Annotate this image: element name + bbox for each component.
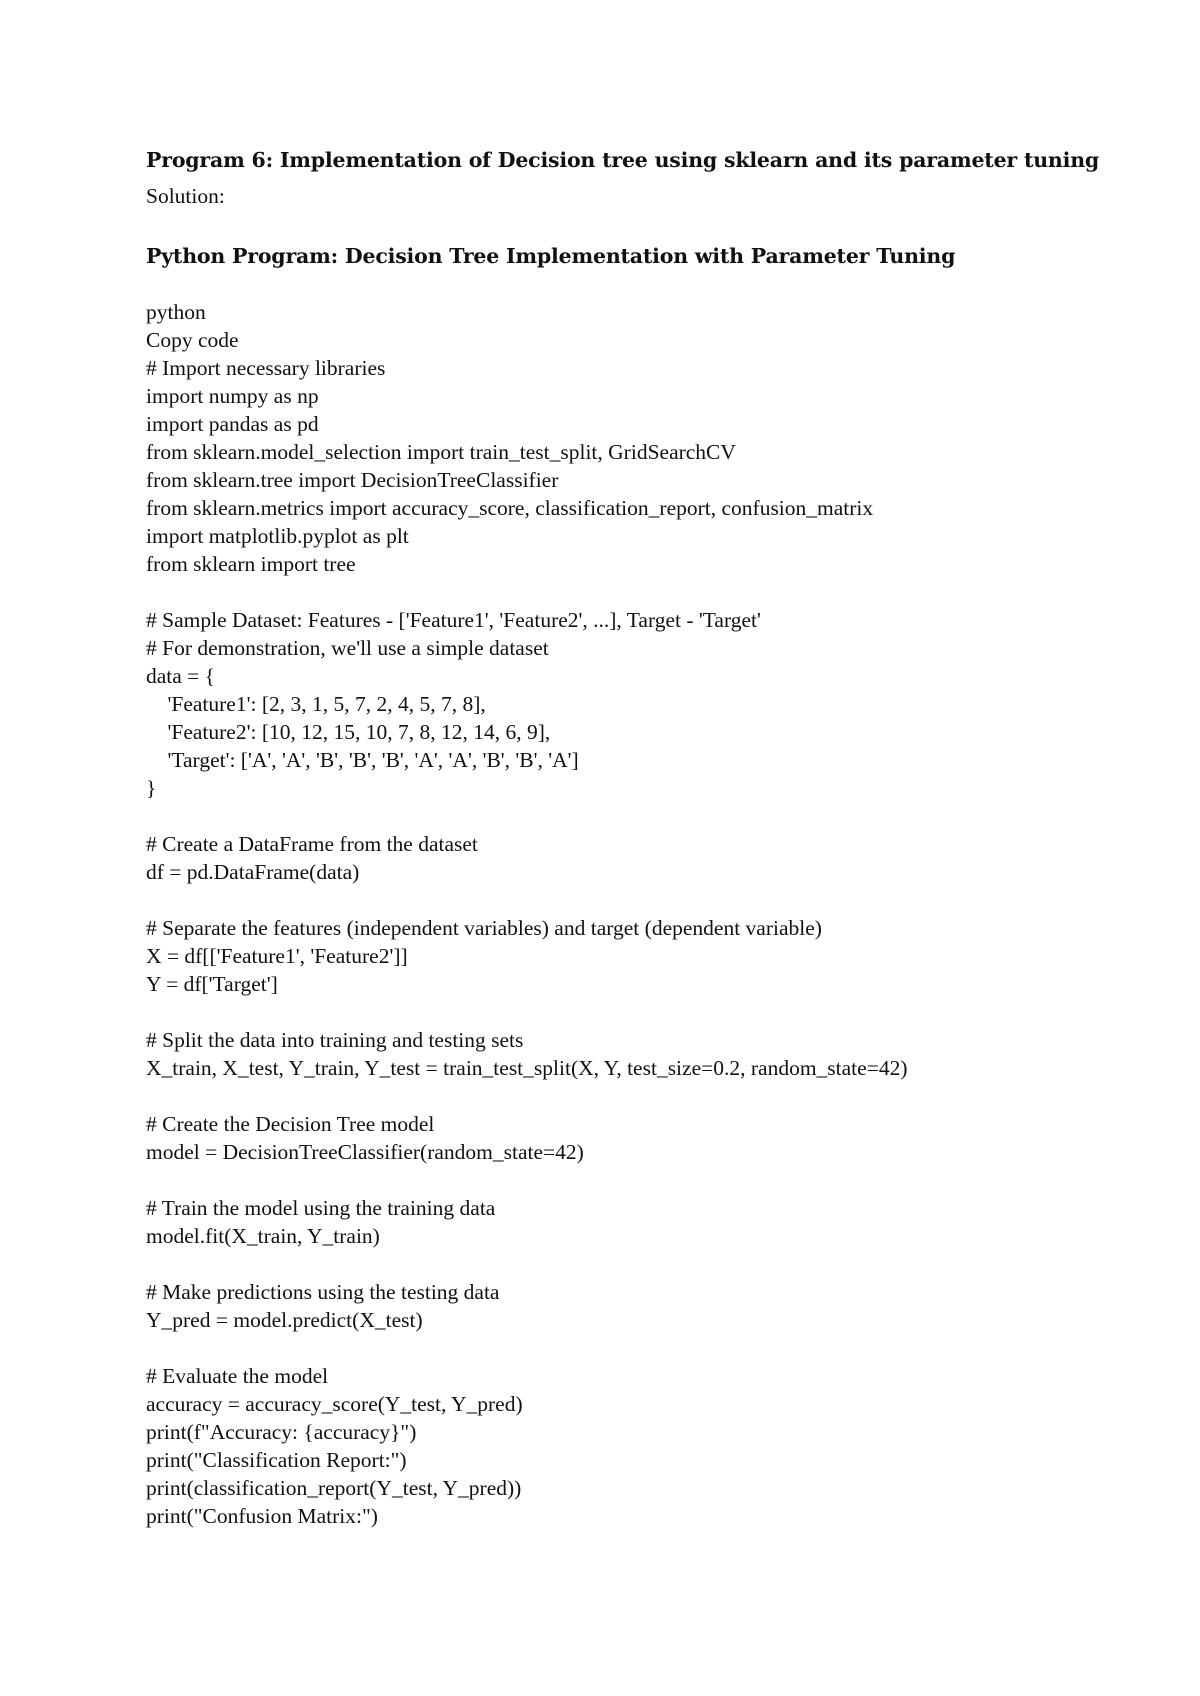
document-page: [146, 148, 1146, 1530]
code-line: # Import necessary libraries: [146, 356, 386, 380]
code-line: X = df[['Feature1', 'Feature2']]: [146, 944, 408, 968]
code-line: df = pd.DataFrame(data): [146, 860, 360, 884]
code-line: # Create the Decision Tree model: [146, 1112, 435, 1136]
code-line: # Create a DataFrame from the dataset: [146, 832, 478, 856]
code-line: from sklearn.tree import DecisionTreeClassifier: [146, 468, 559, 492]
code-line: print(f"Accuracy: {accuracy}"): [146, 1420, 417, 1444]
code-line: Copy code: [146, 328, 239, 352]
code-line: data = {: [146, 664, 216, 688]
code-line: Y_pred = model.predict(X_test): [146, 1308, 423, 1332]
code-line: accuracy = accuracy_score(Y_test, Y_pred): [146, 1392, 523, 1416]
code-line: from sklearn.metrics import accuracy_score, classification_report, confusion_matrix: [146, 496, 874, 520]
code-line: # Separate the features (independent variables) and target (dependent variable): [146, 916, 822, 940]
code-line: [146, 802, 1146, 830]
code-line: 'Feature1': [2, 3, 1, 5, 7, 2, 4, 5, 7, 8],: [146, 692, 486, 716]
code-line: [146, 578, 1146, 606]
code-line: print("Confusion Matrix:"): [146, 1504, 378, 1528]
code-line: model.fit(X_train, Y_train): [146, 1224, 380, 1248]
code-line: [146, 1334, 1146, 1362]
section-subheading: Python Program: Decision Tree Implementation with Parameter Tuning: [146, 244, 956, 268]
code-line: import pandas as pd: [146, 412, 319, 436]
code-block: [146, 298, 1146, 1530]
code-line: [146, 1082, 1146, 1110]
document-title: Program 6: Implementation of Decision tree using sklearn and its parameter tuning: [146, 148, 1100, 172]
code-line: from sklearn import tree: [146, 552, 356, 576]
code-line: # Train the model using the training data: [146, 1196, 496, 1220]
code-line: }: [146, 776, 157, 800]
code-line: # Evaluate the model: [146, 1364, 329, 1388]
code-line: [146, 1166, 1146, 1194]
code-line: # Split the data into training and testing sets: [146, 1028, 524, 1052]
code-line: from sklearn.model_selection import train_test_split, GridSearchCV: [146, 440, 736, 464]
solution-label: Solution:: [146, 184, 225, 208]
code-line: Y = df['Target']: [146, 972, 278, 996]
code-line: print(classification_report(Y_test, Y_pred)): [146, 1476, 522, 1500]
code-line: [146, 1250, 1146, 1278]
code-line: import numpy as np: [146, 384, 319, 408]
code-line: # For demonstration, we'll use a simple dataset: [146, 636, 549, 660]
code-line: [146, 998, 1146, 1026]
code-line: [146, 886, 1146, 914]
code-line: import matplotlib.pyplot as plt: [146, 524, 409, 548]
code-line: python: [146, 300, 206, 324]
code-line: print("Classification Report:"): [146, 1448, 407, 1472]
code-line: model = DecisionTreeClassifier(random_state=42): [146, 1140, 584, 1164]
code-line: # Make predictions using the testing data: [146, 1280, 500, 1304]
code-line: 'Target': ['A', 'A', 'B', 'B', 'B', 'A', 'A', 'B', 'B', 'A']: [146, 748, 579, 772]
code-line: # Sample Dataset: Features - ['Feature1', 'Feature2', ...], Target - 'Target': [146, 608, 761, 632]
code-line: X_train, X_test, Y_train, Y_test = train_test_split(X, Y, test_size=0.2, random_state=42): [146, 1056, 908, 1080]
code-line: 'Feature2': [10, 12, 15, 10, 7, 8, 12, 14, 6, 9],: [146, 720, 551, 744]
